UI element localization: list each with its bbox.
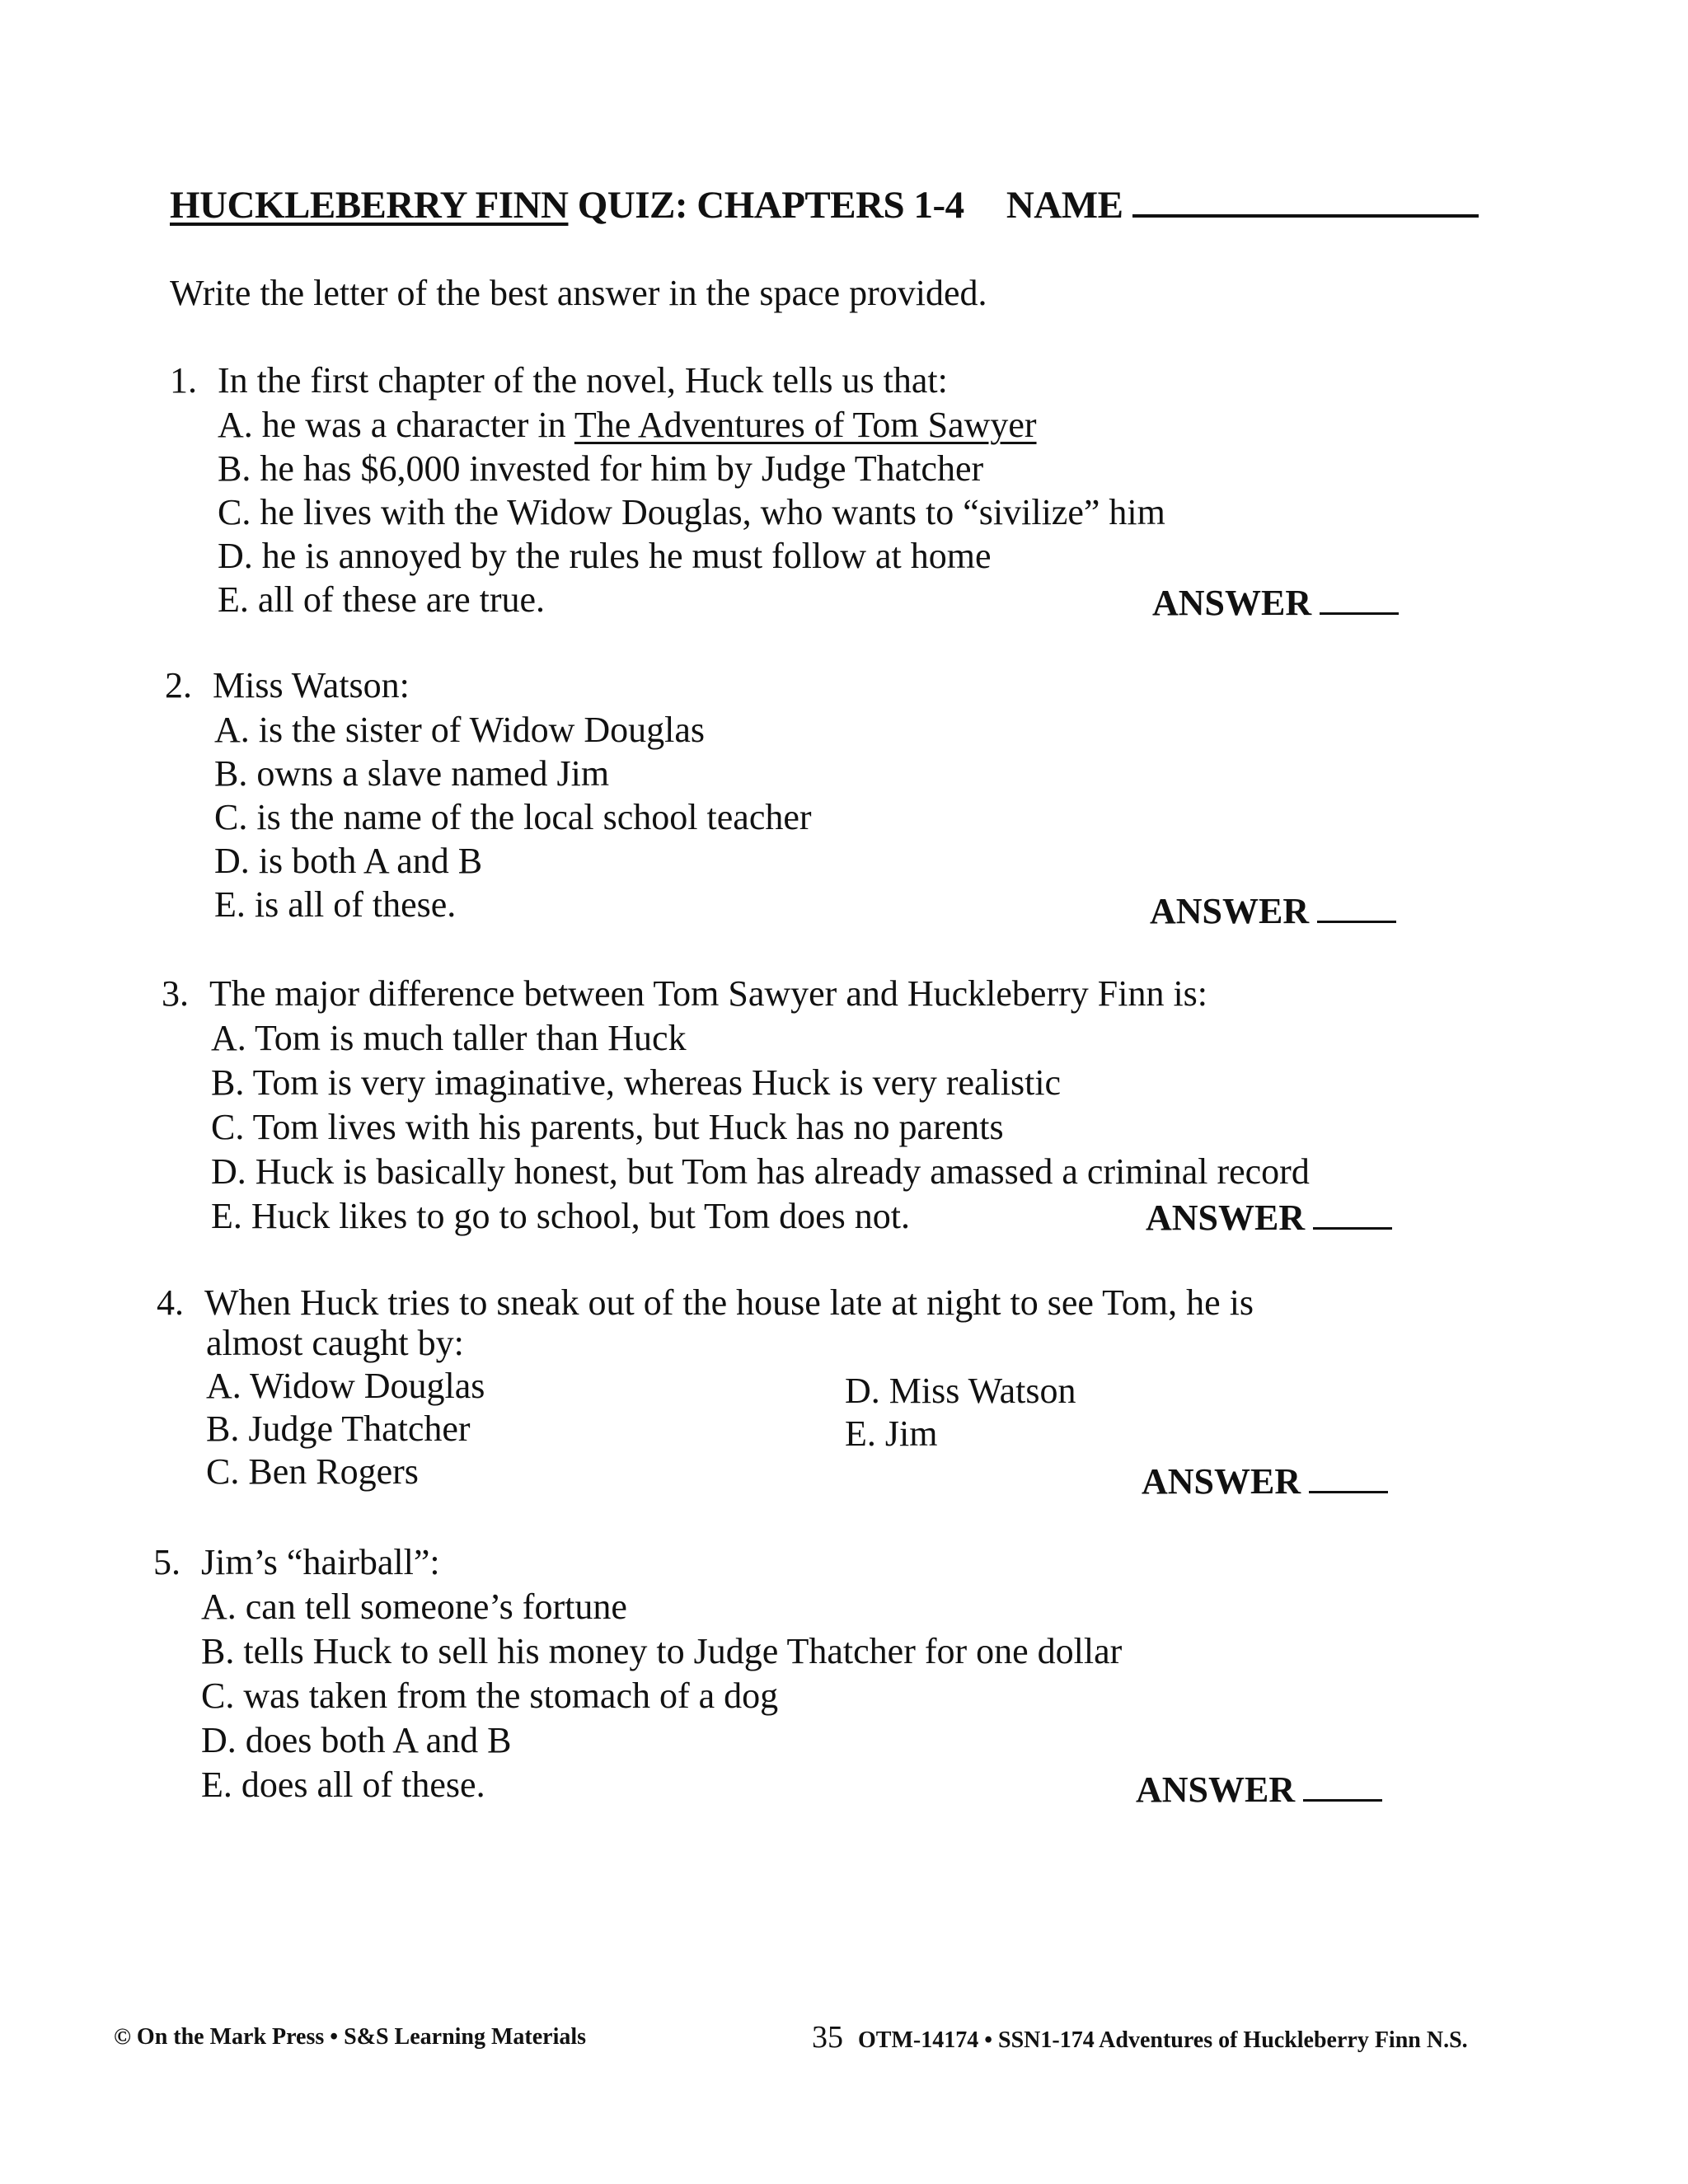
footer-publisher: © On the Mark Press • S&S Learning Materials	[114, 2024, 587, 2050]
answer-blank-5[interactable]	[1303, 1771, 1382, 1802]
option-3d	[211, 1151, 1310, 1193]
question-text: The major difference between Tom Sawyer and Huckleberry Finn is:	[209, 973, 1208, 1014]
answer-blank-1[interactable]	[1320, 584, 1399, 615]
option-letter: A.	[211, 1018, 246, 1058]
option-text: does both A and B	[245, 1720, 512, 1760]
option-3a	[211, 1017, 687, 1059]
book-title: The Adventures of Tom Sawyer	[574, 405, 1037, 445]
option-5b	[201, 1630, 1122, 1672]
option-text: Jim	[884, 1413, 938, 1454]
answer-label: ANSWER	[1142, 1461, 1301, 1502]
option-text: does all of these.	[241, 1765, 485, 1805]
option-text: tells Huck to sell his money to Judge Thatcher for one dollar	[243, 1631, 1123, 1671]
option-text: Tom is much taller than Huck	[255, 1018, 687, 1058]
option-1e	[218, 579, 545, 621]
question-5	[153, 1541, 440, 1583]
option-3c	[211, 1106, 1004, 1148]
option-4a	[206, 1365, 485, 1407]
option-letter: D.	[211, 1151, 246, 1192]
option-text: Huck is basically honest, but Tom has already amassed a criminal record	[255, 1151, 1310, 1192]
answer-label: ANSWER	[1136, 1769, 1296, 1810]
name-label: NAME	[1006, 184, 1123, 227]
answer-blank-4[interactable]	[1309, 1463, 1388, 1493]
answer-2	[1150, 890, 1396, 932]
question-number: 4.	[157, 1282, 184, 1323]
option-text: is all of these.	[254, 884, 457, 925]
option-4c	[206, 1451, 419, 1493]
option-2d	[214, 840, 482, 882]
option-text: can tell someone’s fortune	[245, 1586, 627, 1627]
footer-product-code: OTM-14174 • SSN1-174 Adventures of Huckleberry Finn N.S.	[858, 2027, 1468, 2053]
option-4b	[206, 1408, 471, 1450]
question-3	[162, 972, 1207, 1015]
option-5a	[201, 1586, 627, 1628]
option-1b	[218, 448, 983, 490]
instructions: Write the letter of the best answer in the space provided.	[170, 273, 987, 313]
option-letter: C.	[206, 1451, 240, 1492]
option-1a	[218, 404, 1037, 446]
question-text: Miss Watson:	[213, 665, 410, 705]
option-3e	[211, 1195, 910, 1237]
option-letter: C.	[201, 1675, 235, 1716]
question-1	[170, 359, 948, 401]
option-text: he has $6,000 invested for him by Judge Thatcher	[260, 448, 984, 489]
option-letter: C.	[218, 492, 251, 532]
option-text: is both A and B	[258, 841, 483, 881]
answer-label: ANSWER	[1150, 891, 1310, 931]
quiz-title	[170, 183, 1479, 227]
option-text: is the name of the local school teacher	[256, 797, 812, 837]
option-2b	[214, 752, 609, 794]
answer-blank-3[interactable]	[1313, 1199, 1392, 1230]
option-5c	[201, 1675, 778, 1717]
question-4	[157, 1282, 1254, 1324]
option-text: Judge Thatcher	[248, 1408, 471, 1449]
option-1d	[218, 535, 992, 577]
option-2c	[214, 796, 812, 838]
option-letter: C.	[214, 797, 248, 837]
option-letter: B.	[214, 753, 248, 794]
option-letter: E.	[218, 579, 249, 620]
option-text: is the sister of Widow Douglas	[258, 710, 706, 750]
option-letter: D.	[218, 536, 253, 576]
question-number: 1.	[170, 360, 197, 401]
question-text: When Huck tries to sneak out of the house late at night to see Tom, he is	[204, 1282, 1254, 1323]
option-3b	[211, 1062, 1061, 1104]
option-letter: B.	[211, 1062, 245, 1103]
answer-label: ANSWER	[1152, 583, 1312, 623]
option-letter: C.	[211, 1107, 245, 1147]
title-rest: QUIZ: CHAPTERS 1-4	[568, 184, 964, 227]
option-text: all of these are true.	[257, 579, 546, 620]
option-text: he lives with the Widow Douglas, who wants to “sivilize” him	[260, 492, 1165, 532]
answer-5	[1136, 1769, 1382, 1811]
answer-1	[1152, 582, 1399, 624]
option-text: Miss Watson	[889, 1371, 1076, 1411]
answer-label: ANSWER	[1146, 1197, 1306, 1238]
title-book-name: HUCKLEBERRY FINN	[170, 184, 569, 227]
question-2	[165, 664, 410, 706]
option-letter: E.	[211, 1196, 242, 1236]
option-letter: B.	[218, 448, 251, 489]
option-letter: A.	[206, 1366, 241, 1406]
option-letter: B.	[201, 1631, 235, 1671]
answer-blank-2[interactable]	[1317, 893, 1396, 923]
option-1c	[218, 491, 1165, 533]
question-text: Jim’s “hairball”:	[201, 1542, 440, 1582]
page-number: 35	[812, 2020, 843, 2055]
option-4e	[845, 1413, 937, 1455]
option-text: was taken from the stomach of a dog	[243, 1675, 779, 1716]
option-letter: E.	[201, 1765, 232, 1805]
question-4-line2: almost caught by:	[206, 1323, 464, 1363]
option-letter: D.	[845, 1371, 880, 1411]
option-text: Ben Rogers	[248, 1451, 419, 1492]
option-text: Huck likes to go to school, but Tom does not.	[251, 1196, 910, 1236]
option-5d	[201, 1719, 511, 1761]
option-text: Tom is very imaginative, whereas Huck is very realistic	[252, 1062, 1062, 1103]
option-text: he is annoyed by the rules he must follow at home	[261, 536, 992, 576]
option-letter: B.	[206, 1408, 240, 1449]
option-letter: D.	[201, 1720, 237, 1760]
option-letter: D.	[214, 841, 250, 881]
option-2a	[214, 709, 705, 751]
answer-4	[1142, 1460, 1388, 1502]
option-letter: A.	[214, 710, 250, 750]
question-number: 3.	[162, 973, 189, 1014]
option-4d	[845, 1370, 1076, 1412]
option-5e	[201, 1764, 485, 1806]
option-text: Widow Douglas	[250, 1366, 485, 1406]
option-text: Tom lives with his parents, but Huck has no parents	[252, 1107, 1004, 1147]
question-text: In the first chapter of the novel, Huck tells us that:	[218, 360, 948, 401]
option-letter: E.	[214, 884, 246, 925]
name-field[interactable]	[1132, 183, 1479, 218]
option-letter: A.	[201, 1586, 237, 1627]
option-letter: E.	[845, 1413, 876, 1454]
option-text: owns a slave named Jim	[256, 753, 610, 794]
option-text: he was a character in	[261, 405, 574, 445]
footer-right	[812, 2019, 1468, 2055]
option-letter: A.	[218, 405, 253, 445]
question-number: 2.	[165, 665, 192, 705]
answer-3	[1146, 1197, 1392, 1239]
question-number: 5.	[153, 1542, 181, 1582]
option-2e	[214, 883, 456, 926]
